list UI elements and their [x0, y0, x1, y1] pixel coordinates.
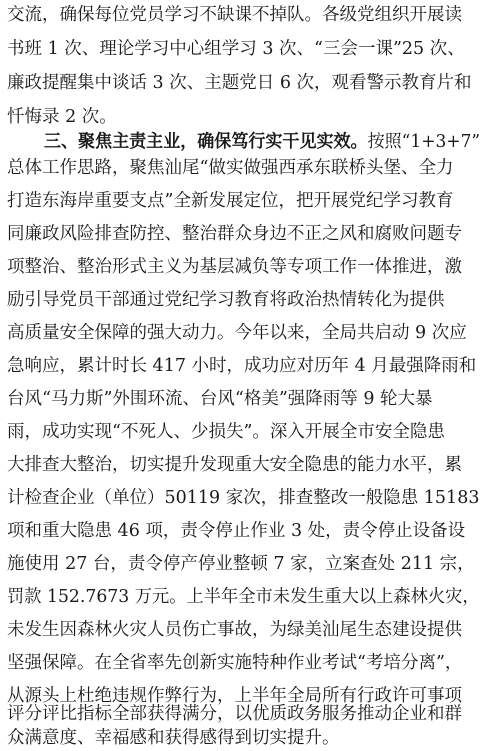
section-heading-line [44, 131, 480, 153]
text-line: 评分评比指标全部获得满分，以优质政务服务推动企业和群 [7, 704, 462, 724]
text-line: 项整治、整治形式主义为基层减负等专项工作一体推进，激 [7, 257, 462, 277]
text-line: 从源头上杜绝违规作弊行为，上半年全局所有行政许可事项 [7, 686, 462, 706]
section-heading: 三、聚焦主责主业，确保笃行实干见实效。 [44, 132, 368, 152]
text-line: 急响应，累计时长 417 小时，成功应对历年 4 月最强降雨和 [7, 356, 477, 376]
text-line: 同廉政风险排查防控、整治群众身边不正之风和腐败问题专 [7, 224, 462, 244]
text-line: 雨，成功实现“不死人、少损失”。深入开展全市安全隐患 [7, 422, 445, 442]
text-line: 项和重大隐患 46 项，责令停止作业 3 处，责令停止设备设 [7, 521, 466, 541]
text-line: 坚强保障。在全省率先创新实施特种作业考试“考培分离”， [7, 653, 463, 673]
text-line: 书班 1 次、理论学习中心组学习 3 次、“三会一课”25 次、 [7, 39, 465, 59]
text-line: 未发生因森林火灾人员伤亡事故，为绿美汕尾生态建设提供 [7, 620, 462, 640]
section-heading-tail: 按照“1+3+7” [367, 132, 481, 152]
text-line: 廉政提醒集中谈话 3 次、主题党日 6 次，观看警示教育片和 [7, 73, 472, 93]
text-line: 打造东海岸重要支点”全新发展定位，把开展党纪学习教育 [7, 191, 454, 211]
text-line: 忏悔录 2 次。 [7, 107, 117, 127]
text-line: 高质量安全保障的强大动力。今年以来，全局共启动 9 次应 [7, 323, 467, 343]
text-line: 计检查企业（单位）50119 家次，排查整改一般隐患 15183 [7, 488, 480, 508]
text-line: 大排查大整治，切实提升发现重大安全隐患的能力水平，累 [7, 455, 462, 475]
text-line: 交流，确保每位党员学习不缺课不掉队。各级党组织开展读 [7, 5, 462, 25]
text-line: 施使用 27 台，责令停产停业整顿 7 家，立案查处 211 宗， [7, 554, 475, 574]
text-line: 众满意度、幸福感和获得感得到切实提升。 [7, 728, 340, 748]
text-line: 台风“马力斯”外围环流、台风“格美”强降雨等 9 轮大暴 [7, 389, 433, 409]
text-line: 总体工作思路，聚焦汕尾“做实做强西承东联桥头堡、全力 [7, 158, 454, 178]
text-line: 罚款 152.7673 万元。上半年全市未发生重大以上森林火灾， [7, 587, 480, 607]
text-line: 励引导党员干部通过党纪学习教育将政治热情转化为提供 [7, 290, 445, 310]
